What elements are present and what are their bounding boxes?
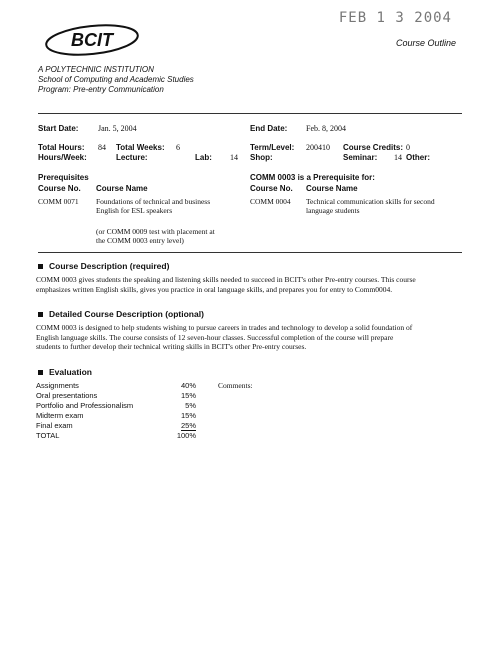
prereq-for-heading: COMM 0003 is a Prerequisite for: (250, 173, 375, 182)
detailed-description-line: students to further develop their technical writing skills in BCIT's other Pre-entry courses. (36, 342, 307, 351)
lab-label: Lab: (195, 153, 212, 162)
bcit-logo (42, 20, 142, 64)
term-label: Term/Level: (250, 143, 295, 152)
detailed-description-line: English language skills. The course consists of 12 seven-hour classes. Successful completion of the course will prepare (36, 332, 394, 342)
evaluation-heading (38, 367, 92, 377)
evaluation-item-pct: 15% (180, 391, 196, 400)
institution-tagline: A POLYTECHNIC INSTITUTION (38, 65, 154, 74)
prereq-for-col-course-no: Course No. (250, 184, 293, 193)
evaluation-item-pct: 25% (180, 421, 196, 430)
course-description-title: Course Description (required) (49, 261, 170, 271)
prereq-for-col-course-name: Course Name (306, 184, 358, 193)
svg-text:BCIT: BCIT (71, 30, 113, 50)
evaluation-item-pct: 5% (185, 401, 196, 410)
evaluation-item-name: Assignments (36, 381, 79, 390)
lecture-label: Lecture: (116, 153, 148, 162)
shop-label: Shop: (250, 153, 273, 162)
prereq-col-course-name: Course Name (96, 184, 148, 193)
evaluation-item-name: Portfolio and Professionalism (36, 401, 134, 410)
prereq-alternative-line1: (or COMM 0009 test with placement at (96, 227, 215, 236)
prereq-col-course-no: Course No. (38, 184, 81, 193)
comments-label: Comments: (218, 381, 253, 390)
course-description-line: COMM 0003 gives students the speaking and listening skills needed to succeed in BCIT's other Pre-entry courses. This course (36, 275, 416, 284)
prereq-for-course-no: COMM 0004 (250, 197, 291, 206)
other-label: Other: (406, 153, 430, 162)
detailed-description-text (36, 323, 468, 352)
detailed-description-line: COMM 0003 is designed to help students wishing to pursue careers in trades and technology to develop a solid foundation of (36, 323, 413, 332)
program-name: Program: Pre-entry Communication (38, 85, 164, 94)
evaluation-item-name: Final exam (36, 421, 73, 430)
evaluation-item-pct: 15% (180, 411, 196, 420)
end-date-label: End Date: (250, 124, 288, 133)
total-hours-label: Total Hours: (38, 143, 85, 152)
detailed-description-title: Detailed Course Description (optional) (49, 309, 204, 319)
start-date-value: Jan. 5, 2004 (98, 124, 137, 133)
seminar-label: Seminar: (343, 153, 378, 162)
evaluation-total-pct: 100% (176, 431, 196, 440)
total-weeks-label: Total Weeks: (116, 143, 165, 152)
prereq-course-name-line2: English for ESL speakers (96, 206, 173, 215)
evaluation-title: Evaluation (49, 367, 92, 377)
prereq-course-no: COMM 0071 (38, 197, 79, 206)
prerequisites-heading: Prerequisites (38, 173, 89, 182)
bullet-icon (38, 312, 43, 317)
evaluation-row (36, 411, 196, 420)
date-received-stamp: FEB 1 3 2004 (338, 10, 452, 26)
prereq-course-name-line1: Foundations of technical and business (96, 197, 211, 206)
detailed-description-heading (38, 309, 204, 319)
hours-week-label: Hours/Week: (38, 153, 87, 162)
total-hours-value: 84 (98, 143, 106, 152)
credits-value: 0 (406, 143, 410, 152)
bullet-icon (38, 370, 43, 375)
term-value: 200410 (306, 143, 330, 152)
course-description-text (36, 275, 468, 294)
section-divider (38, 252, 462, 253)
evaluation-total-label: TOTAL (36, 431, 60, 440)
seminar-value: 14 (394, 153, 402, 162)
evaluation-row (36, 381, 196, 390)
end-date-value: Feb. 8, 2004 (306, 124, 346, 133)
evaluation-total-row (36, 431, 196, 440)
school-name: School of Computing and Academic Studies (38, 75, 194, 84)
header-divider (38, 113, 462, 114)
evaluation-row (36, 391, 196, 400)
credits-label: Course Credits: (343, 143, 404, 152)
evaluation-row (36, 401, 196, 410)
prereq-for-course-name-line2: language students (306, 206, 360, 215)
document-title: Course Outline (395, 38, 456, 48)
prereq-for-course-name-line1: Technical communication skills for second (306, 197, 435, 206)
prereq-alternative-line2: the COMM 0003 entry level) (96, 236, 184, 245)
lab-value: 14 (230, 153, 238, 162)
evaluation-item-name: Oral presentations (36, 391, 98, 400)
total-weeks-value: 6 (176, 143, 180, 152)
course-description-heading (38, 261, 169, 271)
bullet-icon (38, 264, 43, 269)
institution-block (38, 65, 194, 95)
evaluation-item-pct: 40% (180, 381, 196, 390)
start-date-label: Start Date: (38, 124, 79, 133)
evaluation-item-name: Midterm exam (36, 411, 84, 420)
course-description-line: emphasizes written English skills, gives you practice in oral language skills, and prepares you for entry to Comm0004. (36, 284, 393, 294)
evaluation-row (36, 421, 196, 430)
